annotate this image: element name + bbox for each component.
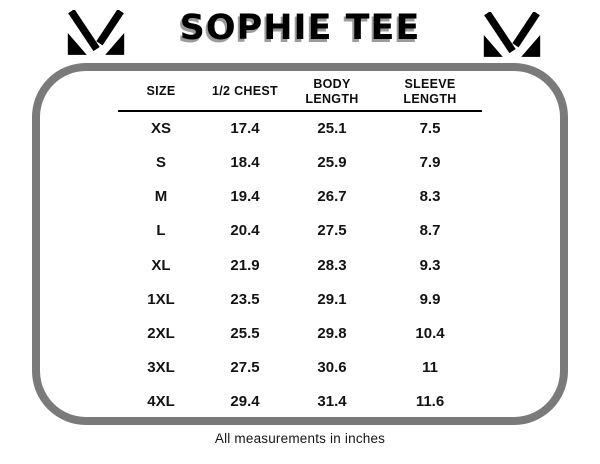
brand-m-monogram-icon <box>482 12 542 58</box>
size-cell: 4XL <box>147 393 175 411</box>
size-cell: 1XL <box>147 290 175 308</box>
size-cell: XS <box>150 119 171 137</box>
half-chest-cell: 23.5 <box>230 290 260 308</box>
table-row <box>118 180 482 214</box>
table-row <box>118 112 482 146</box>
size-cell: M <box>154 188 168 206</box>
body-length-cell: 30.6 <box>317 359 347 377</box>
half-chest-cell: 25.5 <box>230 324 260 342</box>
body-length-cell: 29.1 <box>317 290 347 308</box>
column-header-sleeve-length: SLEEVE LENGTH <box>403 76 457 106</box>
sleeve-length-cell: 9.3 <box>419 256 441 274</box>
table-row <box>118 215 482 249</box>
body-length-cell: 28.3 <box>317 256 347 274</box>
sleeve-length-cell: 11.6 <box>415 393 445 411</box>
size-table <box>118 73 482 420</box>
table-row <box>118 351 482 385</box>
body-length-cell: 25.1 <box>317 119 347 137</box>
sleeve-length-cell: 7.5 <box>419 119 441 137</box>
size-cell: XL <box>151 256 171 274</box>
table-row <box>118 146 482 180</box>
body-length-cell: 25.9 <box>317 154 347 172</box>
table-row <box>118 317 482 351</box>
sleeve-length-cell: 8.3 <box>419 188 441 206</box>
body-length-cell: 27.5 <box>317 222 347 240</box>
sleeve-length-cell: 7.9 <box>419 154 441 172</box>
column-header-body-length: BODY LENGTH <box>305 76 359 106</box>
page-title: SOPHIE TEE <box>179 8 421 48</box>
half-chest-cell: 27.5 <box>230 359 260 377</box>
half-chest-cell: 18.4 <box>230 154 260 172</box>
half-chest-cell: 19.4 <box>230 188 260 206</box>
half-chest-cell: 17.4 <box>230 119 260 137</box>
size-cell: 3XL <box>147 359 175 377</box>
size-cell: S <box>155 154 166 172</box>
table-header-row <box>118 73 482 112</box>
half-chest-cell: 21.9 <box>230 256 260 274</box>
sleeve-length-cell: 8.7 <box>419 222 441 240</box>
body-length-cell: 26.7 <box>317 188 347 206</box>
sleeve-length-cell: 11 <box>422 359 438 377</box>
size-cell: L <box>156 222 166 240</box>
sleeve-length-cell: 9.9 <box>419 290 441 308</box>
half-chest-cell: 29.4 <box>230 393 260 411</box>
column-header-size: SIZE <box>146 84 176 98</box>
table-row <box>118 386 482 420</box>
table-row <box>118 283 482 317</box>
size-cell: 2XL <box>147 324 175 342</box>
half-chest-cell: 20.4 <box>230 222 260 240</box>
table-row <box>118 249 482 283</box>
body-length-cell: 31.4 <box>317 393 347 411</box>
size-table-body <box>118 112 482 420</box>
sleeve-length-cell: 10.4 <box>415 324 445 342</box>
body-length-cell: 29.8 <box>317 324 347 342</box>
column-header-half-chest: 1/2 CHEST <box>212 84 278 98</box>
footer-note: All measurements in inches <box>214 431 386 446</box>
